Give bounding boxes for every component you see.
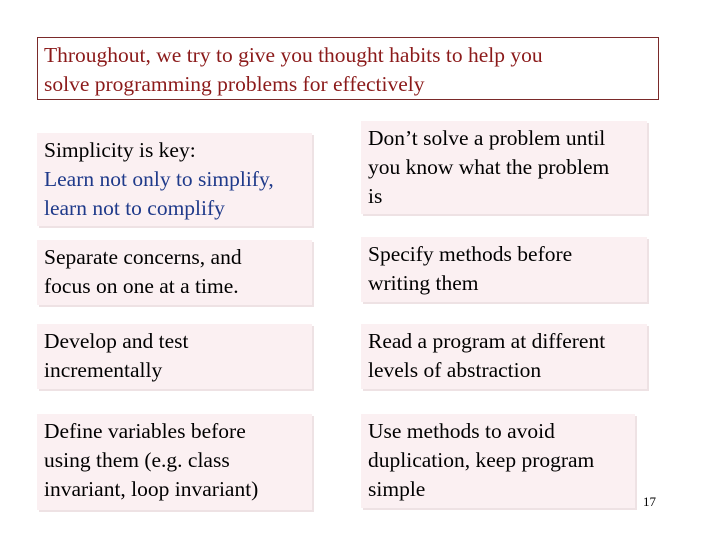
habit-box-specify-methods — [361, 237, 647, 302]
habit-line: focus on one at a time. — [44, 274, 239, 298]
habit-box-simplicity — [37, 133, 312, 226]
habit-line: simple — [368, 477, 426, 501]
habit-box-define-variables — [37, 414, 312, 510]
header-line-2: solve programming problems for effectively — [44, 72, 425, 96]
header-box — [37, 37, 659, 100]
habit-line: Define variables before — [44, 419, 246, 443]
habit-line: Develop and test — [44, 329, 189, 353]
habit-line: Don’t solve a problem until — [368, 126, 606, 150]
habit-line: duplication, keep program — [368, 448, 595, 472]
habit-detail-line: learn not to complify — [44, 196, 225, 220]
habit-box-separate-concerns — [37, 240, 312, 305]
habit-detail-line: Learn not only to simplify, — [44, 167, 274, 191]
habit-line: Separate concerns, and — [44, 245, 242, 269]
page-number: 17 — [643, 494, 656, 509]
habit-line: Read a program at different — [368, 329, 606, 353]
habit-line: you know what the problem — [368, 155, 610, 179]
habit-box-know-problem — [361, 121, 647, 214]
habit-line: Use methods to avoid — [368, 419, 555, 443]
habit-line: writing them — [368, 271, 479, 295]
header-line-1: Throughout, we try to give you thought habits to help you — [44, 43, 543, 67]
habit-box-use-methods — [361, 414, 635, 508]
habit-line: Specify methods before — [368, 242, 573, 266]
habit-box-read-program — [361, 324, 647, 389]
habit-line: is — [368, 184, 383, 208]
habit-box-develop-test — [37, 324, 312, 389]
habit-line: levels of abstraction — [368, 358, 542, 382]
habit-line: using them (e.g. class — [44, 448, 230, 472]
habit-title: Simplicity is key: — [44, 138, 196, 162]
habit-line: invariant, loop invariant) — [44, 477, 259, 501]
habit-line: incrementally — [44, 358, 163, 382]
